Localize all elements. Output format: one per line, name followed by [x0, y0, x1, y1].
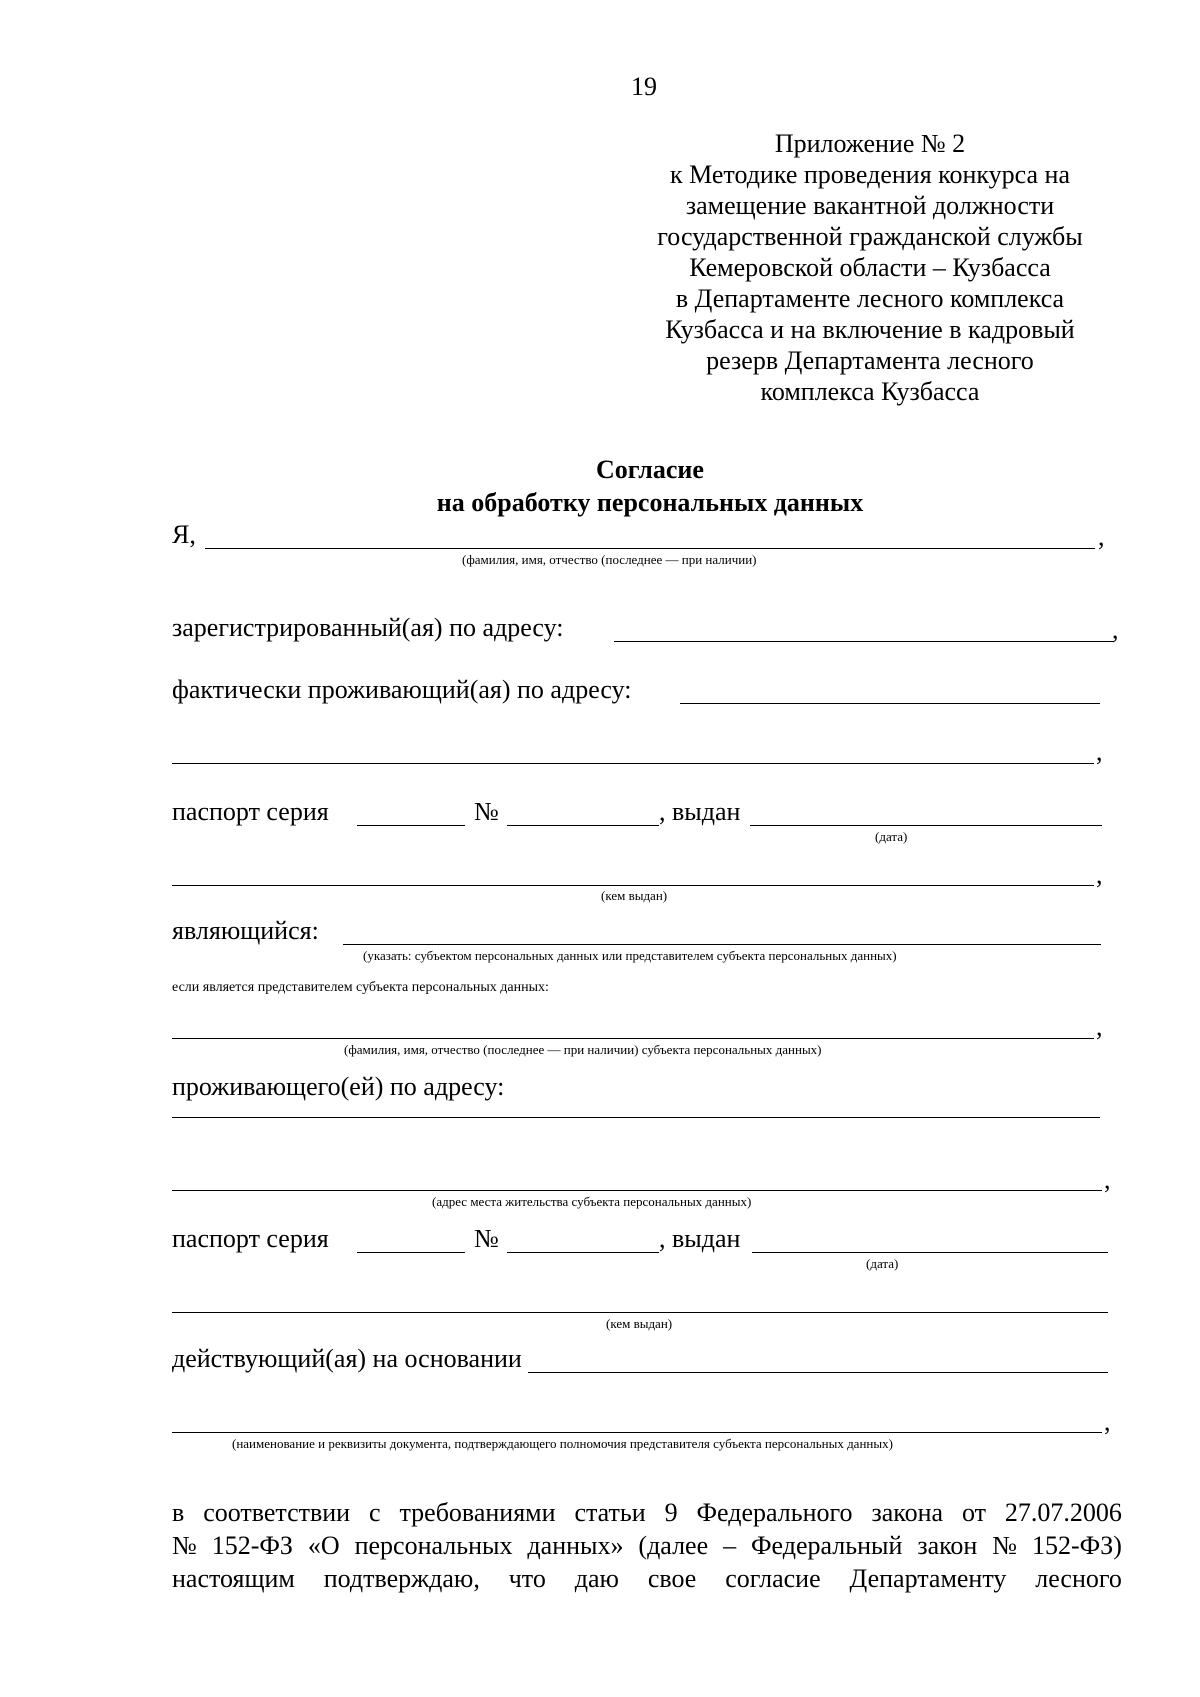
- i-label: Я,: [172, 520, 196, 549]
- word: требованиями: [399, 1498, 556, 1527]
- word: даю: [574, 1564, 619, 1593]
- word: персональных: [354, 1531, 513, 1560]
- number-sign: №: [474, 797, 499, 826]
- word: подтверждаю,: [323, 1564, 480, 1593]
- comma: ,: [1112, 615, 1119, 644]
- living-address-field-2[interactable]: [172, 1190, 1102, 1191]
- appendix-line: в Департаменте лесного комплекса: [675, 284, 1065, 313]
- basis-document-field-2[interactable]: [172, 1432, 1102, 1433]
- issued-by-hint: (кем выдан): [606, 1316, 673, 1331]
- word: статьи: [574, 1498, 646, 1527]
- subject-fio-hint: (фамилия, имя, отчество (последнее — при наличии) субъекта персональных данных): [344, 1042, 822, 1057]
- address-hint: (адрес места жительства субъекта персональных данных): [432, 1194, 752, 1209]
- date-hint: (дата): [875, 829, 908, 844]
- passport-number-field-2[interactable]: [507, 1252, 659, 1253]
- passport-series-field[interactable]: [357, 825, 465, 826]
- word: что: [508, 1564, 546, 1593]
- consent-paragraph: [172, 1496, 1122, 1595]
- comma: ,: [1098, 522, 1105, 551]
- if-representative-note: если является представителем субъекта персональных данных:: [172, 980, 549, 995]
- actual-address-label: фактически проживающий(ая) по адресу:: [172, 675, 632, 704]
- paragraph-line-3: [172, 1562, 1122, 1595]
- word: от: [961, 1498, 986, 1527]
- word: 27.07.2006: [1004, 1498, 1122, 1527]
- appendix-line: Приложение № 2: [774, 129, 966, 158]
- word: 152-ФЗ: [211, 1531, 293, 1560]
- word: –: [723, 1531, 737, 1560]
- comma: ,: [1104, 1407, 1111, 1436]
- word: данных»: [527, 1531, 624, 1560]
- document-hint: (наименование и реквизиты документа, подтверждающего полномочия представителя субъекта персональных данных): [232, 1436, 893, 1451]
- appendix-header: [620, 128, 1120, 407]
- registered-address-field[interactable]: [614, 641, 1114, 642]
- appendix-line: к Методике проведения конкурса на: [669, 160, 1071, 189]
- comma: ,: [1096, 1012, 1103, 1041]
- word: «О: [307, 1531, 340, 1560]
- comma: ,: [1096, 737, 1103, 766]
- word: (далее: [638, 1531, 709, 1560]
- fio-field[interactable]: [205, 548, 1095, 549]
- being-label: являющийся:: [172, 916, 319, 945]
- basis-document-field[interactable]: [528, 1372, 1108, 1373]
- issued-by-hint: (кем выдан): [601, 888, 668, 903]
- word: свое: [647, 1564, 697, 1593]
- word: Департаменту: [849, 1564, 1007, 1593]
- comma: ,: [1096, 860, 1103, 889]
- registered-label: зарегистрированный(ая) по адресу:: [172, 613, 564, 642]
- word: с: [369, 1498, 381, 1527]
- living-address-field[interactable]: [172, 1117, 1100, 1118]
- status-field[interactable]: [343, 944, 1101, 945]
- actual-address-field-2[interactable]: [172, 763, 1094, 764]
- document-subtitle: на обработку персональных данных: [436, 488, 864, 517]
- living-label: проживающего(ей) по адресу:: [172, 1072, 505, 1101]
- issued-by-field-2[interactable]: [172, 1312, 1108, 1313]
- passport-date-field[interactable]: [750, 825, 1102, 826]
- comma: ,: [1104, 1165, 1111, 1194]
- appendix-line: Кузбасса и на включение в кадровый: [665, 315, 1075, 344]
- appendix-line: замещение вакантной должности: [685, 191, 1055, 220]
- word: настоящим: [172, 1564, 295, 1593]
- word: Федерального: [696, 1498, 853, 1527]
- issued-label: , выдан: [659, 797, 741, 826]
- date-hint: (дата): [866, 1256, 899, 1271]
- page-number: 19: [631, 72, 657, 101]
- subject-hint: (указать: субъектом персональных данных или представителем субъекта персональных данных): [363, 948, 897, 963]
- word: лесного: [1035, 1564, 1122, 1593]
- passport-date-field-2[interactable]: [752, 1252, 1108, 1253]
- word: 9: [664, 1498, 678, 1527]
- actual-address-field[interactable]: [680, 703, 1100, 704]
- acting-label: действующий(ая) на основании: [172, 1344, 522, 1373]
- issued-label: , выдан: [659, 1224, 741, 1253]
- appendix-line: комплекса Кузбасса: [760, 377, 980, 406]
- word: Федеральный: [750, 1531, 903, 1560]
- appendix-line: государственной гражданской службы: [657, 222, 1083, 251]
- subject-fio-field[interactable]: [172, 1038, 1094, 1039]
- word: закон: [917, 1531, 978, 1560]
- word: №: [172, 1531, 197, 1560]
- word: соответствии: [203, 1498, 351, 1527]
- word: в: [172, 1498, 185, 1527]
- word: 152-ФЗ): [1032, 1531, 1122, 1560]
- fio-hint: (фамилия, имя, отчество (последнее — при наличии): [462, 552, 757, 567]
- word: закона: [871, 1498, 944, 1527]
- number-sign: №: [474, 1224, 499, 1253]
- passport-series-label: паспорт серия: [172, 797, 329, 826]
- paragraph-line-2: [172, 1529, 1122, 1562]
- paragraph-line-1: [172, 1496, 1122, 1529]
- passport-series-field-2[interactable]: [357, 1252, 465, 1253]
- passport-series-label: паспорт серия: [172, 1224, 329, 1253]
- passport-number-field[interactable]: [507, 825, 659, 826]
- issued-by-field[interactable]: [172, 885, 1094, 886]
- appendix-line: резерв Департамента лесного: [706, 346, 1034, 375]
- word: согласие: [725, 1564, 821, 1593]
- word: №: [992, 1531, 1018, 1560]
- document-title: Согласие: [596, 455, 704, 484]
- appendix-line: Кемеровской области – Кузбасса: [689, 253, 1051, 282]
